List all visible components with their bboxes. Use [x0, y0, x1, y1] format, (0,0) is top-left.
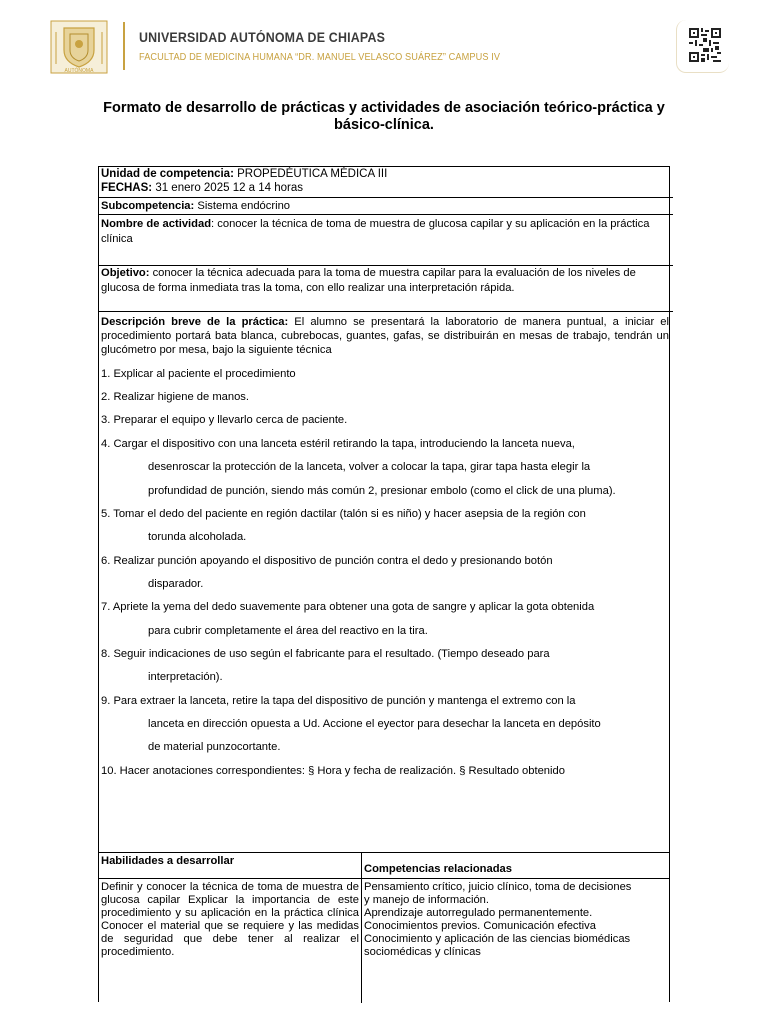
unidad-label: Unidad de competencia:	[101, 168, 234, 180]
objetivo-label: Objetivo:	[101, 267, 150, 279]
competencias-header-rule	[362, 878, 669, 879]
objetivo-value: conocer la técnica adecuada para la toma de muestra capilar para la evaluación de los niveles de glucosa de forma inmediata tras la toma, con ello realizar una interpretación rápida.	[101, 267, 636, 294]
procedure-step-line: 9. Para extraer la lanceta, retire la tapa del dispositivo de punción y mantenga el extremo con la	[101, 695, 576, 707]
competencia-line: Conocimiento y aplicación de las ciencias biomédicas	[364, 933, 631, 945]
row-unidad-fechas	[99, 167, 673, 198]
unidad-value: PROPEDÉUTICA MÉDICA III	[233, 168, 388, 180]
document-title-line1: Formato de desarrollo de prácticas y actividades de asociación teórico-práctica y	[103, 100, 665, 116]
qr-code-icon	[689, 28, 721, 62]
row-divider-habilidades	[99, 852, 669, 853]
procedure-step-line: disparador.	[148, 578, 204, 590]
column-divider	[361, 853, 362, 1003]
procedure-step-line: 4. Cargar el dispositivo con una lanceta estéril retirando la tapa, introduciendo la lanceta nueva,	[101, 438, 575, 450]
habilidades-header: Habilidades a desarrollar	[101, 855, 235, 867]
row-nombre-actividad	[99, 215, 673, 266]
procedure-step-line: 2. Realizar higiene de manos.	[101, 391, 250, 403]
fechas-value: 31 enero 2025 12 a 14 horas	[152, 182, 304, 194]
competencia-line: Aprendizaje autorregulado permanentemente.	[364, 907, 593, 919]
procedure-step-line: desenroscar la protección de la lanceta, volver a colocar la tapa, girar tapa hasta elegir la	[148, 461, 591, 473]
procedure-step-line: de material punzocortante.	[148, 741, 281, 753]
university-seal-logo	[50, 20, 108, 74]
competencia-line: sociomédicas y clínicas	[364, 946, 481, 958]
descripcion-value: El alumno se presentará la laboratorio de manera puntual, a iniciar el procedimiento portará bata blanca, cubrebocas, guantes, gafas, se distribuirán en mesas de trabajo, tendrán un glucómetro por mesa, bajo la siguiente técnica	[101, 316, 669, 356]
procedure-step-line: 6. Realizar punción apoyando el dispositivo de punción contra el dedo y presionando botón	[101, 555, 553, 567]
header-divider	[123, 22, 125, 70]
habilidades-text: Definir y conocer la técnica de toma de muestra de glucosa capilar Explicar la importancia de este procedimiento y su aplicación en la práctica clínica Conocer el material que se requiere y las medidas de seguridad que debe tener al realizar el procedimiento.	[101, 881, 359, 958]
qr-code-frame	[676, 20, 729, 73]
procedure-step-line: para cubrir completamente el área del reactivo en la tira.	[148, 625, 428, 637]
procedure-step-line: 7. Apriete la yema del dedo suavemente para obtener una gota de sangre y aplicar la gota obtenida	[101, 601, 595, 613]
logo-text: AUTÓNOMA	[64, 68, 94, 74]
habilidades-header-rule	[99, 878, 361, 879]
university-name: UNIVERSIDAD AUTÓNOMA DE CHIAPAS	[139, 30, 386, 45]
competencia-line: y manejo de información.	[364, 894, 489, 906]
document-title-line2: básico-clínica.	[334, 117, 434, 133]
competencia-line: Conocimientos previos. Comunicación efectiva	[364, 920, 596, 932]
actividad-value: : conocer la técnica de toma de muestra de glucosa capilar y su aplicación en la práctica clínica	[101, 218, 650, 245]
fechas-label: FECHAS:	[101, 182, 153, 194]
descripcion-label: Descripción breve de la práctica:	[101, 316, 289, 328]
descripcion-intro	[101, 315, 669, 357]
competencias-header: Competencias relacionadas	[364, 863, 512, 875]
faculty-name: FACULTAD DE MEDICINA HUMANA “DR. MANUEL VELASCO SUÁREZ” CAMPUS IV	[139, 52, 501, 63]
practice-form-table	[98, 166, 670, 1002]
procedure-step-line: profundidad de punción, siendo más común 2, presionar embolo (como el click de una pluma).	[148, 485, 616, 497]
row-subcompetencia	[99, 198, 673, 215]
descripcion-section	[101, 315, 669, 357]
subcompetencia-label: Subcompetencia:	[101, 200, 195, 212]
procedure-step-line: 1. Explicar al paciente el procedimiento	[101, 368, 296, 380]
row-objetivo	[99, 266, 673, 312]
procedure-step-line: 3. Preparar el equipo y llevarlo cerca de paciente.	[101, 414, 348, 426]
actividad-label: Nombre de actividad	[101, 218, 212, 230]
competencias-text	[364, 881, 666, 959]
procedure-step-line: 5. Tomar el dedo del paciente en región dactilar (talón si es niño) y hacer asepsia de la región con	[101, 508, 586, 520]
subcompetencia-value: Sistema endócrino	[194, 200, 291, 212]
procedure-step-line: 8. Seguir indicaciones de uso según el fabricante para el resultado. (Tiempo deseado para	[101, 648, 550, 660]
document-title	[60, 100, 708, 134]
competencia-line: Pensamiento crítico, juicio clínico, toma de decisiones	[364, 881, 632, 893]
procedure-step-line: interpretación).	[148, 671, 223, 683]
procedure-step-line: torunda alcoholada.	[148, 531, 247, 543]
procedure-step-line: lanceta en dirección opuesta a Ud. Accione el eyector para desechar la lanceta en depósito	[148, 718, 601, 730]
procedure-step-line: 10. Hacer anotaciones correspondientes: § Hora y fecha de realización. § Resultado obtenido	[101, 765, 565, 777]
